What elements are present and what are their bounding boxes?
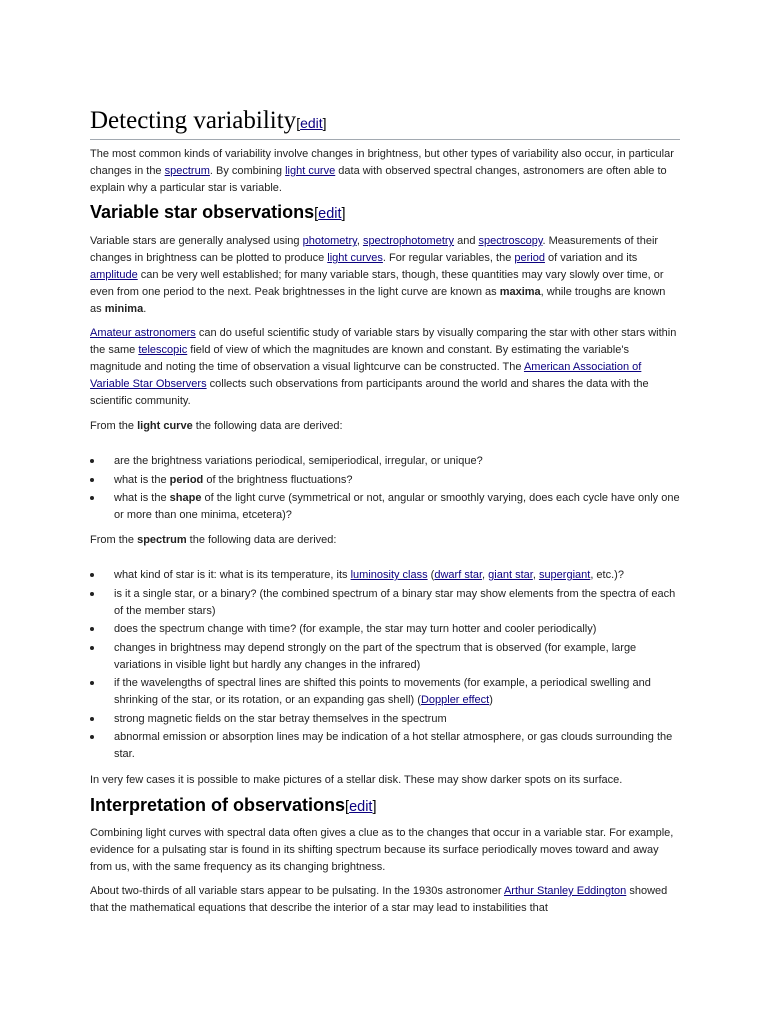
paragraph-analysis: Variable stars are generally analysed using photometry, spectrophotometry and spectroscopy. Measurements of their changes in brightness can be plotted to produce light curves. For regular variables, the period of variation and its amplitude can be very well established; for many variable stars, though, these quantities may vary slowly over time, or even from one period to the next. Peak brightnesses in the light curve are known as maxima, while troughs are known as minima. bbox=[90, 235, 666, 315]
link-arthur-stanley-eddington[interactable]: Arthur Stanley Eddington bbox=[503, 885, 627, 897]
heading-detecting-variability bbox=[90, 106, 680, 140]
bullet-icon bbox=[90, 627, 94, 631]
bullet-icon bbox=[90, 735, 94, 739]
paragraph-spectrum-intro: From the spectrum the following data are derived: bbox=[90, 534, 337, 546]
paragraph-amateur: Amateur astronomers can do useful scientific study of variable stars by visually comparing the star with other stars within the same telescopic field of view of which the magnitudes are known and constant. By estimating the variable's magnitude and noting the time of observation a visual lightcurve can be constructed. The American Association of Variable Star Observers collects such observations from participants around the world and shares the data with the scientific community. bbox=[90, 327, 677, 407]
link-period[interactable]: period bbox=[514, 252, 545, 264]
link-telescopic[interactable]: telescopic bbox=[138, 344, 188, 356]
heading-interpretation bbox=[90, 794, 680, 818]
bullet-icon bbox=[90, 478, 94, 482]
bullet-icon bbox=[90, 681, 94, 685]
bullet-icon bbox=[90, 573, 94, 577]
paragraph-combining: Combining light curves with spectral data often gives a clue as to the changes that occur in a variable star. For example, evidence for a pulsating star is found in its shifting spectrum because its surface periodically moves toward and away from us, with the same frequency as its changing brightness. bbox=[90, 827, 674, 873]
list-item: is it a single star, or a binary? (the combined spectrum of a binary star may show elements from the spectra of each of the member stars) bbox=[90, 586, 680, 620]
edit-section-link[interactable]: edit bbox=[349, 799, 373, 815]
edit-section-link-wrapper: [edit] bbox=[314, 206, 346, 222]
list-item: does the spectrum change with time? (for example, the star may turn hotter and cooler periodically) bbox=[90, 621, 680, 638]
link-aavso[interactable]: American Association of Variable Star Observers bbox=[90, 361, 642, 390]
bullet-icon bbox=[90, 646, 94, 650]
spectrum-list bbox=[90, 567, 680, 765]
list-item: if the wavelengths of spectral lines are shifted this points to movements (for example, a periodical swelling and shrinking of the star, or its rotation, or an expanding gas shell) (Doppler effect) bbox=[90, 675, 680, 709]
heading-text: Interpretation of observations bbox=[90, 795, 346, 815]
heading-text: Variable star observations bbox=[90, 202, 315, 222]
paragraph-intro: The most common kinds of variability involve changes in brightness, but other types of variability also occur, in particular changes in the spectrum. By combining light curve data with observed spectral changes, astronomers are often able to explain why a particular star is variable. bbox=[90, 148, 674, 194]
link-spectrophotometry[interactable]: spectrophotometry bbox=[362, 235, 455, 247]
link-photometry[interactable]: photometry bbox=[302, 235, 357, 247]
heading-text: Detecting variability bbox=[90, 107, 297, 134]
link-spectroscopy[interactable]: spectroscopy bbox=[478, 235, 543, 247]
link-amateur-astronomers[interactable]: Amateur astronomers bbox=[90, 327, 196, 339]
list-item: strong magnetic fields on the star betray themselves in the spectrum bbox=[90, 711, 680, 728]
light-curve-list bbox=[90, 453, 680, 526]
heading-variable-star-observations bbox=[90, 201, 680, 225]
link-dwarf-star[interactable]: dwarf star bbox=[434, 569, 483, 581]
bullet-icon bbox=[90, 717, 94, 721]
link-light-curves[interactable]: light curves bbox=[327, 252, 383, 264]
link-supergiant[interactable]: supergiant bbox=[538, 569, 591, 581]
edit-section-link[interactable]: edit bbox=[300, 115, 323, 131]
link-doppler-effect[interactable]: Doppler effect bbox=[420, 694, 490, 706]
list-item: what kind of star is it: what is its temperature, its luminosity class (dwarf star, giant star, supergiant, etc.)? bbox=[90, 567, 680, 584]
link-giant-star[interactable]: giant star bbox=[488, 569, 533, 581]
paragraph-stellar-disk: In very few cases it is possible to make pictures of a stellar disk. These may show darker spots on its surface. bbox=[90, 774, 623, 786]
link-spectrum[interactable]: spectrum bbox=[164, 165, 210, 177]
list-item: what is the shape of the light curve (symmetrical or not, angular or smoothly varying, does each cycle have only one or more than one minima, etcetera)? bbox=[90, 490, 680, 524]
bullet-icon bbox=[90, 459, 94, 463]
paragraph-light-curve-intro: From the light curve the following data are derived: bbox=[90, 420, 343, 432]
edit-section-link-wrapper: [edit] bbox=[345, 799, 377, 815]
bullet-icon bbox=[90, 592, 94, 596]
paragraph-pulsating: About two-thirds of all variable stars appear to be pulsating. In the 1930s astronomer Arthur Stanley Eddington showed that the mathematical equations that describe the interior of a star may lead to instabilities that bbox=[90, 885, 668, 914]
bullet-icon bbox=[90, 496, 94, 500]
list-item: abnormal emission or absorption lines may be indication of a hot stellar atmosphere, or gas clouds surrounding the star. bbox=[90, 729, 680, 763]
edit-section-link[interactable]: edit bbox=[318, 206, 342, 222]
list-item: what is the period of the brightness fluctuations? bbox=[90, 472, 680, 489]
list-item: are the brightness variations periodical, semiperiodical, irregular, or unique? bbox=[90, 453, 680, 470]
link-amplitude[interactable]: amplitude bbox=[90, 269, 138, 281]
link-light-curve[interactable]: light curve bbox=[285, 165, 336, 177]
link-luminosity-class[interactable]: luminosity class bbox=[350, 569, 428, 581]
edit-section-link-wrapper: [edit] bbox=[296, 115, 327, 131]
list-item: changes in brightness may depend strongly on the part of the spectrum that is observed (for example, large variations in visible light but hardly any changes in the infrared) bbox=[90, 640, 680, 674]
